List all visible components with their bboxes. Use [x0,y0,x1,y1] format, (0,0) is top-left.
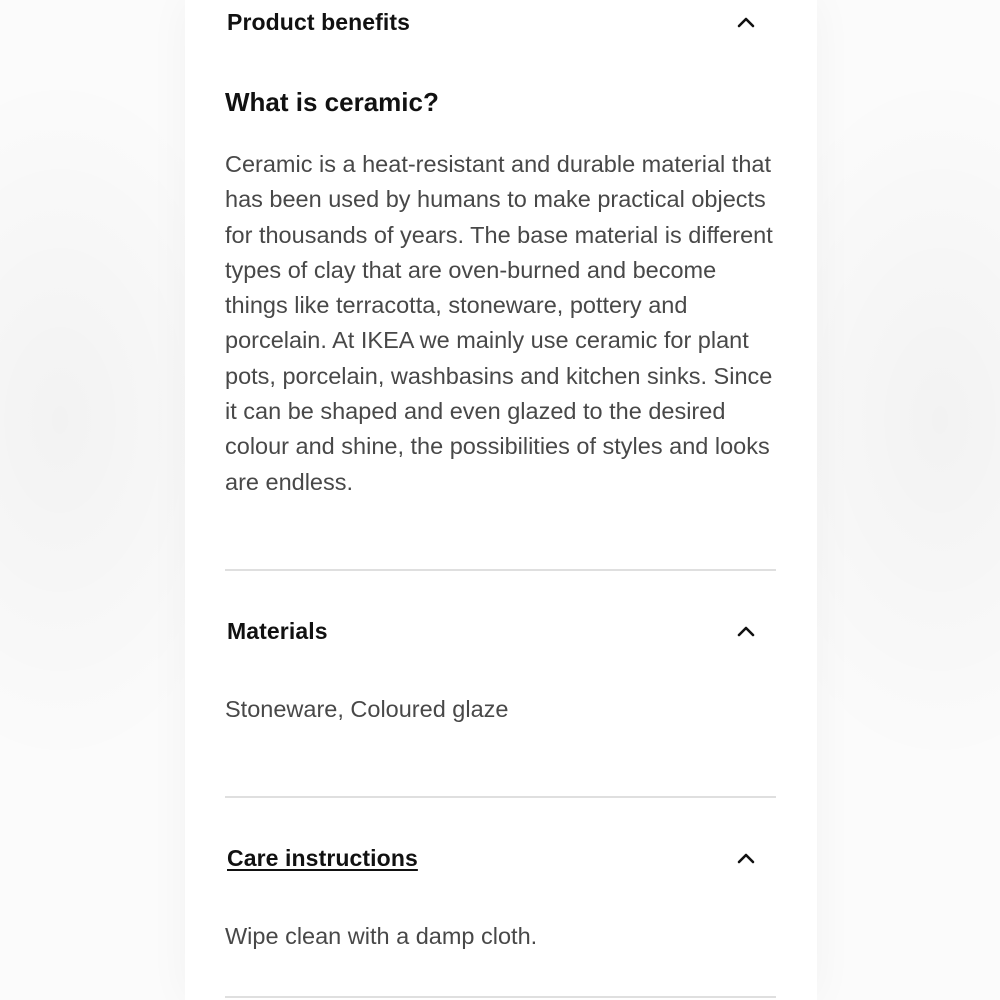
materials-title: Materials [227,617,328,644]
what-is-ceramic-heading: What is ceramic? [225,87,439,117]
care-instructions-text: Wipe clean with a damp cloth. [225,923,538,949]
chevron-up-icon[interactable] [734,619,758,643]
materials-text: Stoneware, Coloured glaze [225,696,509,722]
section-divider [225,796,776,798]
care-instructions-accordion-header[interactable] [225,838,776,878]
chevron-up-icon[interactable] [734,10,758,34]
ceramic-description: Ceramic is a heat-resistant and durable material that has been used by humans to make practical objects for thousands of years. The base material is different types of clay that are oven-burned and become things like terracotta, stoneware, pottery and porcelain. At IKEA we mainly use ceramic for plant pots, porcelain, washbasins and kitchen sinks. Since it can be shaped and even glazed to the desired colour and shine, the possibilities of styles and looks are endless. [225,151,773,495]
section-divider [225,996,776,998]
care-instructions-title[interactable]: Care instructions [227,844,418,871]
materials-accordion-header[interactable] [225,611,776,651]
product-benefits-accordion-header[interactable] [225,2,776,42]
product-benefits-title: Product benefits [227,8,411,35]
chevron-up-icon[interactable] [734,846,758,870]
section-divider [225,569,776,571]
